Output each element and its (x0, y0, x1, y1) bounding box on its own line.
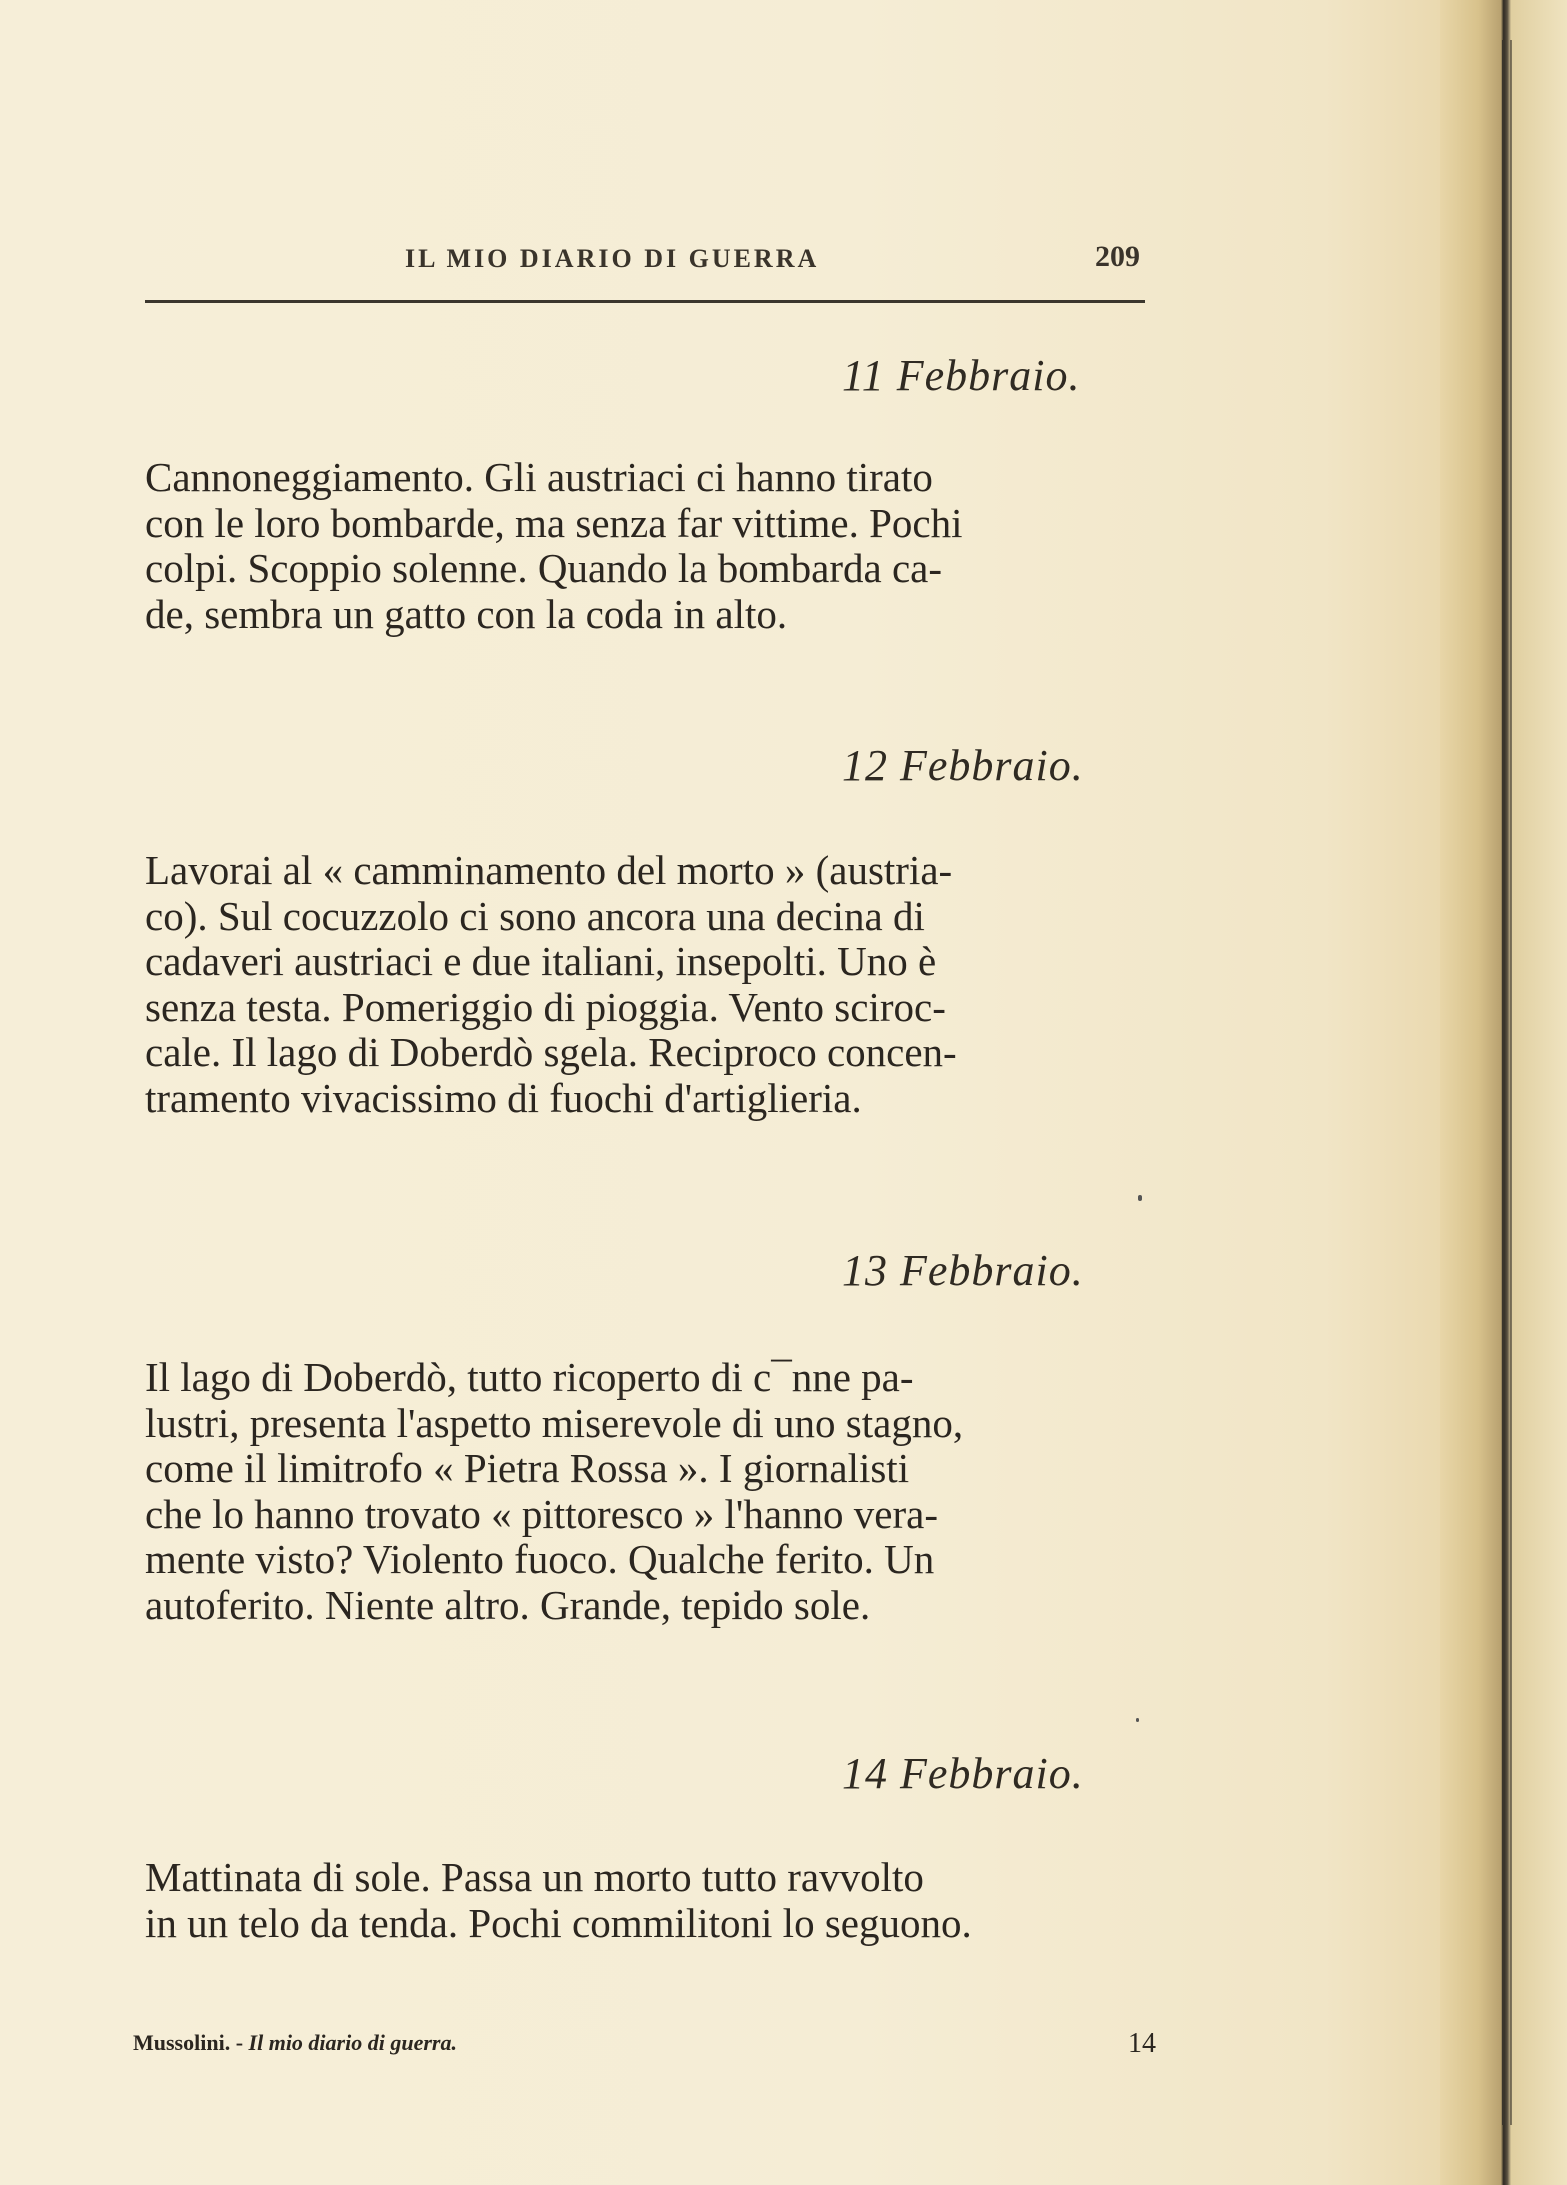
footer-separator: - (235, 2030, 244, 2055)
text-line: come il limitrofo « Pietra Rossa ». I giornalisti (145, 1445, 910, 1491)
text-line: mente visto? Violento fuoco. Qualche ferito. Un (145, 1536, 935, 1582)
footer-book-title: Il mio diario di guerra. (248, 2030, 457, 2055)
running-head-title: IL MIO DIARIO DI GUERRA (405, 244, 820, 273)
text-line: che lo hanno trovato « pittoresco » l'hanno vera- (145, 1490, 938, 1537)
text-line: lustri, presenta l'aspetto miserevole di uno stagno, (145, 1399, 964, 1446)
text-line: con le loro bombarde, ma senza far vittime. Pochi (145, 499, 963, 546)
text-line: cadaveri austriaci e due italiani, insepolti. Uno è (145, 938, 937, 984)
text-line: tramento vivacissimo di fuochi d'artiglieria. (145, 1074, 862, 1121)
text-line: de, sembra un gatto con la coda in alto. (145, 590, 788, 637)
footer-signature-line (133, 2030, 457, 2056)
text-line: colpi. Scoppio solenne. Quando la bombarda ca- (145, 545, 942, 591)
text-line: senza testa. Pomeriggio di pioggia. Vento sciroc- (145, 983, 946, 1030)
text-line: Lavorai al « camminamento del morto » (austria- (145, 847, 953, 893)
entry-date: 13 Febbraio. (842, 1246, 1084, 1295)
text-line: autoferito. Niente altro. Grande, tepido sole. (145, 1581, 871, 1628)
entry-date: 14 Febbraio. (842, 1749, 1084, 1798)
header-rule (145, 300, 1145, 303)
book-spine-edge (1440, 0, 1567, 2185)
print-speck (1136, 1718, 1139, 1722)
footer-author: Mussolini. (133, 2030, 231, 2055)
print-speck (1138, 1195, 1142, 1201)
entry-date: 11 Febbraio. (842, 351, 1081, 400)
text-line: Mattinata di sole. Passa un morto tutto ravvolto (145, 1854, 924, 1900)
spine-shadow-line (1502, 40, 1505, 2125)
footer-signature-number: 14 (1128, 2028, 1156, 2059)
entry-paragraph (145, 1355, 1145, 1628)
entry-paragraph (145, 1855, 1145, 1946)
text-line: in un telo da tenda. Pochi commilitoni lo seguono. (145, 1899, 972, 1946)
text-line: Il lago di Doberdò, tutto ricoperto di c¯nne pa- (145, 1354, 914, 1400)
page-number: 209 (1095, 240, 1140, 273)
entry-paragraph (145, 848, 1145, 1121)
text-line: cale. Il lago di Doberdò sgela. Reciproco concen- (145, 1029, 957, 1075)
text-line: Cannoneggiamento. Gli austriaci ci hanno tirato (145, 454, 933, 500)
text-line: co). Sul cocuzzolo ci sono ancora una decina di (145, 892, 925, 939)
entry-paragraph (145, 455, 1145, 637)
spine-shadow-line (1510, 40, 1512, 2125)
entry-date: 12 Febbraio. (842, 741, 1084, 790)
